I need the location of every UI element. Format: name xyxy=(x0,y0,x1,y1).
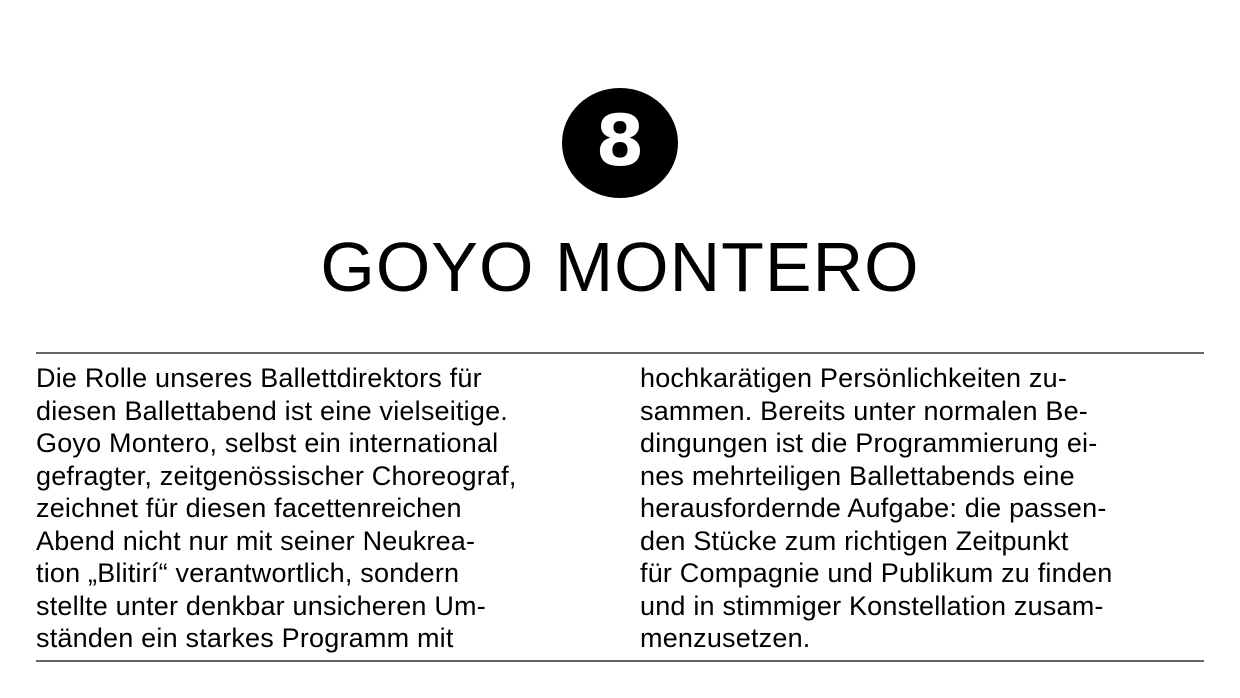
text-line: stellte unter denkbar unsicheren Um- xyxy=(36,590,486,621)
text-column-left xyxy=(36,362,616,655)
badge-number: 8 xyxy=(595,100,645,182)
text-line: menzusetzen. xyxy=(640,623,811,653)
text-line: Die Rolle unseres Ballettdirektors für xyxy=(36,363,482,393)
text-line: ständen ein starkes Programm mit xyxy=(36,623,454,653)
text-line: für Compagnie und Publikum zu finden xyxy=(640,558,1113,588)
text-line: nes mehrteiligen Ballettabends eine xyxy=(640,460,1075,491)
top-divider xyxy=(36,352,1204,354)
text-line: tion „Blitirí“ verantwortlich, sondern xyxy=(36,558,460,588)
text-line: herausfordernde Aufgabe: die passen- xyxy=(640,493,1107,523)
text-line: den Stücke zum richtigen Zeitpunkt xyxy=(640,525,1069,556)
text-column-right xyxy=(640,362,1210,655)
text-line: sammen. Bereits unter normalen Be- xyxy=(640,395,1088,426)
text-line: Abend nicht nur mit seiner Neukrea- xyxy=(36,525,476,556)
text-line: und in stimmiger Konstellation zusam- xyxy=(640,590,1104,621)
page-title: GOYO MONTERO xyxy=(320,228,920,306)
number-badge xyxy=(562,88,678,198)
text-line: zeichnet für diesen facettenreichen xyxy=(36,493,462,523)
text-line: hochkarätigen Persönlichkeiten zu- xyxy=(640,363,1068,393)
text-line: diesen Ballettabend ist eine vielseitige. xyxy=(36,395,508,426)
bottom-divider xyxy=(36,660,1204,662)
text-line: Goyo Montero, selbst ein international xyxy=(36,428,499,458)
text-line: gefragter, zeitgenössischer Choreograf, xyxy=(36,460,517,491)
text-line: dingungen ist die Programmierung ei- xyxy=(640,428,1098,458)
